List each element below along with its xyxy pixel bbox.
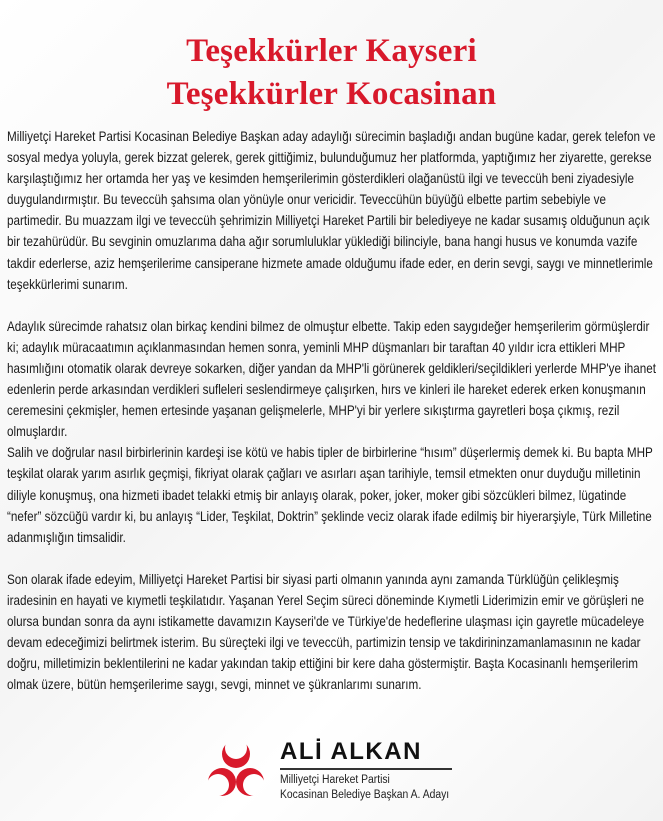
candidate-role: Kocasinan Belediye Başkan A. Adayı	[280, 789, 450, 801]
title-line-2: Teşekkürler Kocasinan	[166, 76, 497, 112]
title-line-1: Teşekkürler Kayseri	[186, 33, 477, 69]
paragraph-4: Son olarak ifade edeyim, Milliyetçi Hareket Partisi bir siyasi parti olmanın yanında aynı zamanda Türklüğün çelikleşmiş iradesinin en hayati ve kıymetli teşkilatıdır. Yaşanan Yerel Seçim süreci döneminde Kıymetli Liderimizin emir ve görüşleri ne olursa bundan sonra da aynı istikamette davamızın Kayseri'de ve Türkiye'de hedeflerine ulaşması için gayretle mücadeleye devam edeceğimizi belirtmek isterim. Bu süreçteki ilgi ve teveccüh, partimizin tensip ve takdirininzamanlamasının ne kadar doğru, milletimizin beklentilerini ne kadar yakından takip ettiğini bir kere daha göstermiştir. Başta Kocasinanlı hemşerilerim olmak üzere, bütün hemşerilerime saygı, sevgi, minnet ve şükranlarımı sunarım.	[7, 571, 645, 693]
page-title	[0, 30, 663, 116]
three-crescents-icon	[198, 734, 274, 810]
signature-divider	[280, 768, 452, 770]
paragraph-3: Salih ve doğrular nasıl birbirlerinin kardeşi ise kötü ve habis tipler de birbirlerine “hısım” düşerlermiş demek ki. Bu bapta MHP teşkilat olarak yarım asırlık geçmişi, fikriyat olarak çağları ve asırları aşan tarihiyle, temsil etmekten onur duyduğu milletinin diliyle konuşmuş, ona hizmeti ibadet telakki etmiş bir anlayış olarak, poker, joker, moker gibi sözcükleri bilmez, lügatinde “nefer” sözcüğü vardır ki, bu anlayış “Lider, Teşkilat, Doktrin” şeklinde veciz olarak ifade edilmiş bir hiyerarşiyle, Türk Milletine adanmışlığın timsalidir.	[7, 445, 653, 545]
candidate-name: ALİ ALKAN	[280, 738, 422, 765]
party-name: Milliyetçi Hareket Partisi	[280, 774, 390, 786]
paragraph-1: Milliyetçi Hareket Partisi Kocasinan Belediye Başkan aday adaylığı sürecimin başladığı andan bugüne kadar, gerek telefon ve sosyal medya yoluyla, gerek bizzat gelerek, gerek gittiğimiz, bulunduğumuz her platformda, yaptığımız her ziyarette, gerekse karşılaştığımız her ortamda her yaş ve kesimden hemşerilerimin gösterdikleri olağanüstü ilgi ve teveccüh beni ziyadesiyle duygulandırmıştır. Bu teveccüh şahsıma olan yönüyle onur vericidir. Teveccühün büyüğü elbette partim sebebiyle ve partimedir. Bu muazzam ilgi ve teveccüh şehrimizin Milliyetçi Hareket Partili bir belediyeye ne kadar susamış olduğunun açık bir tezahürüdür. Bu sevginin omuzlarıma daha ağır sorumluluklar yüklediği bilinciyle, bana hangi husus ve konumda vazife takdir ederlerse, aziz hemşerilerime cansiperane hizmete amade olduğumu ifade eder, en derin sevgi, saygı ve minnetlerimle teşekkürlerimi sunarım.	[7, 129, 656, 292]
signature-block	[198, 734, 468, 810]
statement-body	[7, 126, 659, 695]
paragraph-2: Adaylık sürecimde rahatsız olan birkaç kendini bilmez de olmuştur elbette. Takip eden saygıdeğer hemşerilerim görmüşlerdir ki; adaylık müracaatımın açıklanmasından hemen sonra, yeminli MHP düşmanları bir taraftan 40 yıldır icra ettikleri MHP hasımlığını otomatik olarak devreye sokarken, diğer yandan da MHP'li görünerek geldikleri/seçildikleri yerlerde MHP'ye ihanet edenlerin perde arkasından verdikleri sufleleri seslendirmeye çalışırken, hırs ve kinleri ile hareket ederek erken konuşmanın ceremesini çekmişler, hemen ertesinde yaşanan gelişmelerle, MHP'yi bir yerlere sıkıştırma gayretleri boşa çıkmış, rezil olmuşlardır.	[7, 318, 657, 440]
